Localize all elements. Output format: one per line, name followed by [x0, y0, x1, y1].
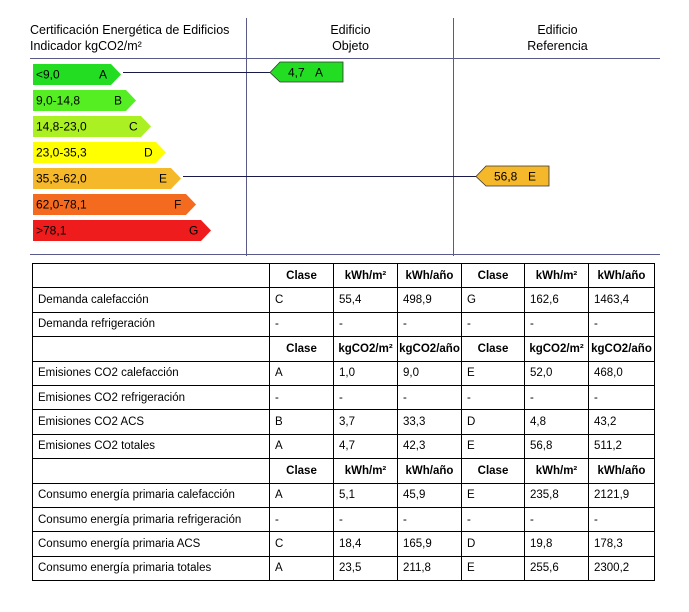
value-cell: C — [270, 532, 334, 556]
value-cell: 4,8 — [525, 410, 589, 434]
value-cell: - — [462, 385, 525, 409]
column-header-cell: kWh/año — [589, 264, 655, 288]
value-cell: 4,7 — [334, 434, 398, 458]
indicator-objeto — [123, 62, 343, 82]
table-row — [33, 385, 655, 409]
row-label-cell: Emisiones CO2 refrigeración — [33, 385, 270, 409]
table-row — [33, 410, 655, 434]
value-cell: 165,9 — [398, 532, 462, 556]
table-row — [33, 288, 655, 312]
column-header-referencia-line-1: Edificio — [537, 23, 578, 37]
value-cell: 52,0 — [525, 361, 589, 385]
value-cell: B — [270, 410, 334, 434]
value-cell: A — [270, 483, 334, 507]
value-cell: 2121,9 — [589, 483, 655, 507]
indicator-value: 4,7 — [288, 65, 305, 80]
value-cell: - — [334, 385, 398, 409]
value-cell: 43,2 — [589, 410, 655, 434]
value-cell: - — [462, 312, 525, 336]
table-header-row — [33, 264, 655, 288]
value-cell: - — [270, 507, 334, 531]
value-cell: E — [462, 361, 525, 385]
value-cell: 5,1 — [334, 483, 398, 507]
rating-band-letter: G — [189, 223, 199, 238]
rating-band-letter: D — [144, 145, 153, 160]
column-header-cell: Clase — [270, 337, 334, 361]
rating-band-range: 14,8-23,0 — [36, 119, 87, 134]
column-header-cell: kWh/año — [398, 264, 462, 288]
value-cell: 3,7 — [334, 410, 398, 434]
row-label-cell: Consumo energía primaria totales — [33, 556, 270, 580]
value-cell: - — [525, 312, 589, 336]
value-cell: 55,4 — [334, 288, 398, 312]
rating-band-letter: C — [129, 119, 138, 134]
value-cell: - — [589, 507, 655, 531]
rating-band-range: >78,1 — [36, 223, 67, 238]
rating-band-range: 9,0-14,8 — [36, 93, 81, 108]
indicator-letter: E — [528, 169, 537, 184]
row-label-cell: Demanda calefacción — [33, 288, 270, 312]
value-cell: - — [589, 312, 655, 336]
title-line-1: Certificación Energética de Edificios — [30, 23, 230, 37]
column-header-cell: kgCO2/m² — [525, 337, 589, 361]
rating-band-letter: B — [114, 93, 123, 108]
value-cell: - — [270, 312, 334, 336]
value-cell: G — [462, 288, 525, 312]
value-cell: 511,2 — [589, 434, 655, 458]
value-cell: - — [398, 312, 462, 336]
value-cell: A — [270, 361, 334, 385]
indicator-referencia — [183, 166, 549, 186]
table-row — [33, 483, 655, 507]
column-header-cell: Clase — [462, 264, 525, 288]
value-cell: E — [462, 434, 525, 458]
value-cell: 33,3 — [398, 410, 462, 434]
rating-band-letter: E — [159, 171, 168, 186]
column-header-cell — [33, 337, 270, 361]
column-header-cell: kgCO2/m² — [334, 337, 398, 361]
value-cell: - — [334, 507, 398, 531]
value-cell: 45,9 — [398, 483, 462, 507]
column-header-cell: Clase — [270, 264, 334, 288]
energy-data-table — [32, 263, 655, 581]
rating-band-range: <9,0 — [36, 67, 60, 82]
row-label-cell: Emisiones CO2 ACS — [33, 410, 270, 434]
value-cell: C — [270, 288, 334, 312]
energy-rating-scale — [0, 0, 689, 260]
value-cell: 19,8 — [525, 532, 589, 556]
table-header-row — [33, 337, 655, 361]
indicator-value: 56,8 — [494, 169, 518, 184]
value-cell: 1,0 — [334, 361, 398, 385]
column-header-cell: kgCO2/año — [398, 337, 462, 361]
rating-band-e — [33, 168, 181, 189]
value-cell: 2300,2 — [589, 556, 655, 580]
table-header-row — [33, 459, 655, 483]
value-cell: - — [398, 507, 462, 531]
rating-band-b — [33, 90, 136, 111]
value-cell: 162,6 — [525, 288, 589, 312]
rating-band-range: 35,3-62,0 — [36, 171, 87, 186]
column-header-objeto-line-1: Edificio — [330, 23, 371, 37]
table-row — [33, 312, 655, 336]
value-cell: A — [270, 556, 334, 580]
row-label-cell: Consumo energía primaria ACS — [33, 532, 270, 556]
row-label-cell: Emisiones CO2 totales — [33, 434, 270, 458]
value-cell: 42,3 — [398, 434, 462, 458]
value-cell: 255,6 — [525, 556, 589, 580]
rating-band-range: 62,0-78,1 — [36, 197, 87, 212]
value-cell: 211,8 — [398, 556, 462, 580]
table-row — [33, 507, 655, 531]
row-label-cell: Emisiones CO2 calefacción — [33, 361, 270, 385]
value-cell: D — [462, 532, 525, 556]
column-header-cell: kWh/m² — [525, 264, 589, 288]
value-cell: E — [462, 556, 525, 580]
value-cell: 468,0 — [589, 361, 655, 385]
column-header-referencia-line-2: Referencia — [527, 39, 588, 53]
column-header-cell: kWh/m² — [334, 264, 398, 288]
column-header-cell: kgCO2/año — [589, 337, 655, 361]
value-cell: - — [525, 507, 589, 531]
column-header-cell: kWh/m² — [525, 459, 589, 483]
value-cell: - — [589, 385, 655, 409]
table-row — [33, 556, 655, 580]
rating-band-range: 23,0-35,3 — [36, 145, 87, 160]
value-cell: - — [334, 312, 398, 336]
column-header-cell: Clase — [270, 459, 334, 483]
column-header-cell: kWh/año — [398, 459, 462, 483]
column-header-cell — [33, 459, 270, 483]
value-cell: - — [398, 385, 462, 409]
value-cell: - — [525, 385, 589, 409]
indicator-letter: A — [315, 65, 324, 80]
indicator-arrow — [270, 62, 343, 82]
value-cell: A — [270, 434, 334, 458]
value-cell: - — [270, 385, 334, 409]
table-row — [33, 361, 655, 385]
rating-band-a — [33, 64, 121, 85]
table-row — [33, 532, 655, 556]
column-header-cell: Clase — [462, 337, 525, 361]
rating-band-f — [33, 194, 196, 215]
column-header-cell: Clase — [462, 459, 525, 483]
value-cell: 178,3 — [589, 532, 655, 556]
value-cell: 18,4 — [334, 532, 398, 556]
rating-band-d — [33, 142, 166, 163]
column-header-cell: kWh/año — [589, 459, 655, 483]
value-cell: E — [462, 483, 525, 507]
value-cell: 56,8 — [525, 434, 589, 458]
column-header-cell — [33, 264, 270, 288]
row-label-cell: Consumo energía primaria refrigeración — [33, 507, 270, 531]
row-label-cell: Consumo energía primaria calefacción — [33, 483, 270, 507]
rating-band-g — [33, 220, 211, 241]
rating-band-letter: F — [174, 197, 182, 212]
value-cell: - — [462, 507, 525, 531]
value-cell: 23,5 — [334, 556, 398, 580]
value-cell: D — [462, 410, 525, 434]
value-cell: 235,8 — [525, 483, 589, 507]
column-header-cell: kWh/m² — [334, 459, 398, 483]
column-header-objeto-line-2: Objeto — [332, 39, 369, 53]
value-cell: 1463,4 — [589, 288, 655, 312]
rating-band-c — [33, 116, 151, 137]
value-cell: 498,9 — [398, 288, 462, 312]
table-row — [33, 434, 655, 458]
title-line-2: Indicador kgCO2/m² — [30, 39, 142, 53]
row-label-cell: Demanda refrigeración — [33, 312, 270, 336]
value-cell: 9,0 — [398, 361, 462, 385]
rating-band-letter: A — [99, 67, 108, 82]
